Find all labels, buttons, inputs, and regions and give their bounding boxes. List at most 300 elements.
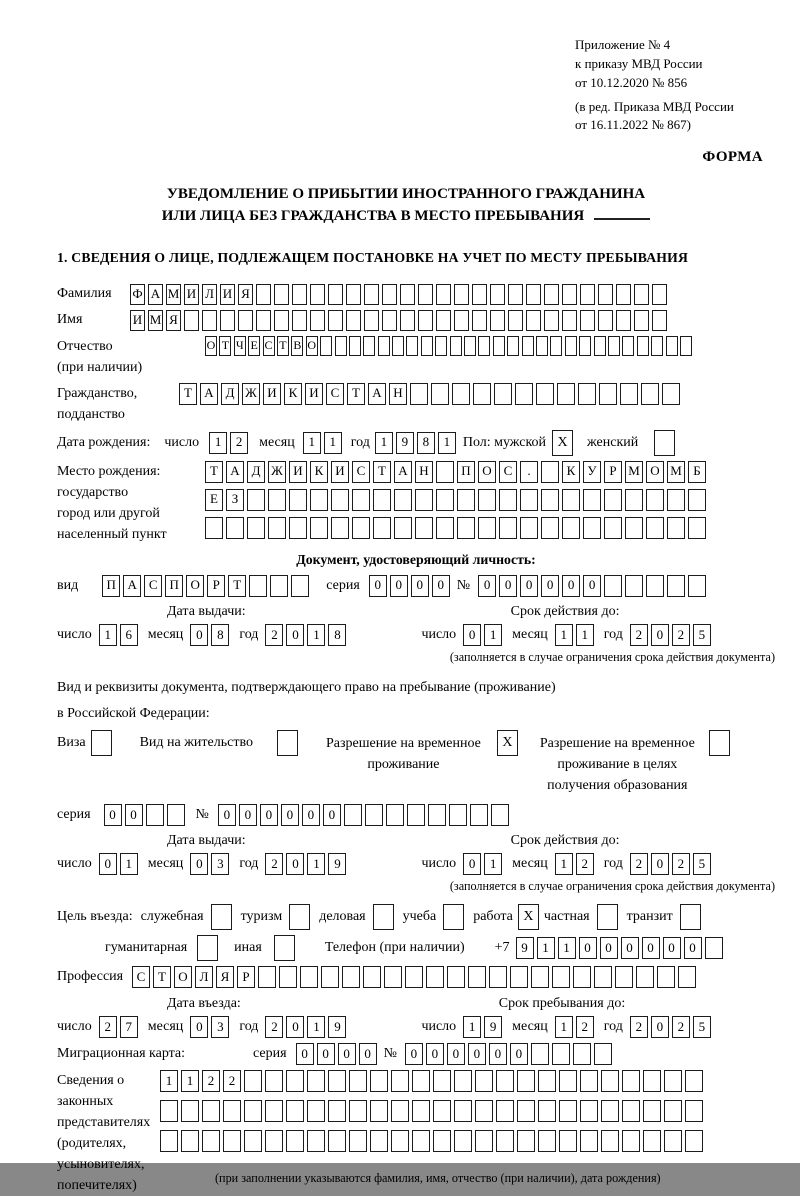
char-cell (544, 310, 559, 331)
sex-female-label: женский (587, 434, 639, 450)
entry-dates-header (57, 994, 775, 1014)
char-cell (646, 575, 664, 597)
guardians-cells-row2 (160, 1100, 706, 1122)
doc-issue-year-cells (265, 624, 349, 646)
purpose-official-label: служебная (140, 908, 204, 924)
char-cell (421, 336, 433, 356)
char-cell (349, 336, 361, 356)
year-label: год (239, 856, 259, 872)
char-cell: 1 (307, 1016, 325, 1038)
char-cell: М (148, 310, 163, 331)
temp-residence-checkbox: X (497, 730, 518, 756)
char-cell (507, 336, 519, 356)
birth-place-cells-row2 (205, 489, 709, 511)
doc-issue-group (57, 624, 349, 646)
temp-residence-label (326, 730, 481, 775)
char-cell: И (130, 310, 145, 331)
char-cell (363, 966, 381, 988)
char-cell (685, 1130, 703, 1152)
char-cell: 0 (663, 937, 681, 959)
char-cell (181, 1100, 199, 1122)
temp-residence-edu-label-line2: проживание в целях (557, 757, 678, 772)
char-cell (202, 310, 217, 331)
char-cell: М (166, 284, 181, 305)
edition-line: от 16.11.2022 № 867) (575, 117, 692, 133)
char-cell (494, 383, 512, 405)
patronymic-row (57, 336, 775, 378)
char-cell: И (220, 284, 235, 305)
doc-valid-month-cells (555, 624, 597, 646)
char-cell (310, 489, 328, 511)
char-cell (637, 336, 649, 356)
char-cell (531, 1043, 549, 1065)
char-cell (541, 489, 559, 511)
char-cell: 2 (672, 624, 690, 646)
char-cell: 8 (328, 624, 346, 646)
char-cell (657, 966, 675, 988)
char-cell: 9 (328, 1016, 346, 1038)
char-cell (436, 284, 451, 305)
char-cell (490, 310, 505, 331)
char-cell (615, 966, 633, 988)
appendix-line: от 10.12.2020 № 856 (575, 74, 688, 90)
char-cell (544, 284, 559, 305)
res-number-label: № (195, 806, 209, 822)
char-cell: У (583, 461, 601, 483)
name-row (57, 310, 775, 331)
entry-date-group (57, 1016, 349, 1038)
char-cell: 0 (190, 1016, 208, 1038)
name-cells (130, 310, 670, 331)
char-cell: 8 (211, 624, 229, 646)
char-cell (643, 1100, 661, 1122)
char-cell (552, 966, 570, 988)
char-cell: Е (248, 336, 260, 356)
identity-doc-heading: Документ, удостоверяющий личность: (296, 551, 536, 567)
edition-line: (в ред. Приказа МВД России (575, 98, 734, 114)
char-cell (286, 1070, 304, 1092)
purpose-study-label: учеба (402, 908, 437, 924)
char-cell (559, 1130, 577, 1152)
year-label: год (603, 626, 623, 642)
char-cell: Т (205, 461, 223, 483)
char-cell (620, 383, 638, 405)
char-cell (496, 1100, 514, 1122)
char-cell: 0 (369, 575, 387, 597)
char-cell (625, 489, 643, 511)
residence-doc-heading-line1: Вид и реквизиты документа, подтверждающего право на пребывание (проживание) (57, 679, 556, 695)
char-cell (604, 575, 622, 597)
char-cell (265, 1070, 283, 1092)
char-cell: 0 (190, 624, 208, 646)
char-cell (557, 383, 575, 405)
char-cell (349, 1070, 367, 1092)
char-cell (384, 966, 402, 988)
char-cell: 9 (396, 432, 414, 454)
temp-residence-label-line1: Разрешение на временное (325, 736, 481, 751)
char-cell: И (305, 383, 323, 405)
mig-number-label: № (383, 1046, 397, 1062)
month-label: месяц (512, 856, 548, 872)
doc-kind-label: вид (57, 577, 79, 593)
char-cell (428, 804, 446, 826)
char-cell: Л (202, 284, 217, 305)
doc-valid-year-cells (630, 624, 714, 646)
char-cell (625, 517, 643, 539)
birth-place-cells-row1 (205, 461, 709, 483)
char-cell (468, 966, 486, 988)
char-cell: Р (237, 966, 255, 988)
char-cell (274, 310, 289, 331)
char-cell (608, 336, 620, 356)
char-cell (447, 966, 465, 988)
char-cell: 2 (630, 624, 648, 646)
char-cell (496, 1070, 514, 1092)
char-cell: Р (604, 461, 622, 483)
char-cell (247, 517, 265, 539)
char-cell: 1 (537, 937, 555, 959)
char-cell: Р (207, 575, 225, 597)
char-cell (538, 1100, 556, 1122)
char-cell (321, 966, 339, 988)
char-cell (160, 1130, 178, 1152)
char-cell (346, 310, 361, 331)
char-cell: 2 (223, 1070, 241, 1092)
char-cell: Т (228, 575, 246, 597)
char-cell: 0 (190, 853, 208, 875)
char-cell (508, 310, 523, 331)
char-cell (454, 1130, 472, 1152)
char-cell: С (144, 575, 162, 597)
birth-date-label: Дата рождения: (57, 434, 151, 450)
char-cell: О (646, 461, 664, 483)
char-cell (265, 1130, 283, 1152)
char-cell (470, 804, 488, 826)
guardians-label-line1: Сведения о (57, 1073, 125, 1089)
char-cell (256, 284, 271, 305)
purpose-business-label: деловая (319, 908, 366, 924)
char-cell (517, 1130, 535, 1152)
char-cell (426, 966, 444, 988)
birth-place-label-line3: город или другой (57, 505, 160, 521)
char-cell: З (226, 489, 244, 511)
char-cell (364, 310, 379, 331)
char-cell (508, 284, 523, 305)
char-cell: 1 (209, 432, 227, 454)
char-cell: А (226, 461, 244, 483)
patronymic-label-line2: (при наличии) (57, 359, 143, 375)
char-cell: 1 (438, 432, 456, 454)
char-cell (651, 336, 663, 356)
res-dates-header (57, 831, 775, 851)
char-cell: И (289, 461, 307, 483)
char-cell: О (186, 575, 204, 597)
purpose-tourism-label: туризм (240, 908, 283, 924)
char-cell (391, 1100, 409, 1122)
purpose-business-checkbox (373, 904, 394, 930)
char-cell (436, 310, 451, 331)
guardians-label-line2: законных (57, 1094, 114, 1110)
char-cell (274, 284, 289, 305)
char-cell: 7 (120, 1016, 138, 1038)
char-cell (249, 575, 267, 597)
char-cell (583, 517, 601, 539)
char-cell: Т (347, 383, 365, 405)
char-cell (688, 489, 706, 511)
char-cell: 8 (417, 432, 435, 454)
char-cell: 0 (489, 1043, 507, 1065)
char-cell (573, 1043, 591, 1065)
char-cell (493, 336, 505, 356)
profession-row (57, 966, 775, 988)
char-cell (202, 1100, 220, 1122)
day-label: число (57, 856, 92, 872)
char-cell (167, 804, 185, 826)
char-cell: 0 (541, 575, 559, 597)
purpose-work-label: работа (473, 908, 513, 924)
char-cell: 0 (281, 804, 299, 826)
day-label: число (57, 626, 92, 642)
char-cell (244, 1130, 262, 1152)
char-cell: 0 (468, 1043, 486, 1065)
char-cell (517, 1070, 535, 1092)
char-cell (583, 489, 601, 511)
year-label: год (239, 1019, 259, 1035)
char-cell: 0 (239, 804, 257, 826)
char-cell (559, 1070, 577, 1092)
year-label: год (603, 1019, 623, 1035)
char-cell: 1 (303, 432, 321, 454)
purpose-private-label: частная (543, 908, 590, 924)
char-cell (580, 1130, 598, 1152)
purpose-work-checkbox: X (518, 904, 539, 930)
char-cell: 0 (390, 575, 408, 597)
char-cell: Т (179, 383, 197, 405)
citizenship-row (57, 383, 775, 425)
char-cell (394, 517, 412, 539)
char-cell (433, 1130, 451, 1152)
char-cell: 9 (516, 937, 534, 959)
char-cell (580, 1100, 598, 1122)
char-cell: А (368, 383, 386, 405)
char-cell: 1 (558, 937, 576, 959)
char-cell (666, 336, 678, 356)
char-cell (536, 336, 548, 356)
doc-valid-group (421, 624, 713, 646)
stay-until-group (421, 1016, 713, 1038)
char-cell: Я (166, 310, 181, 331)
char-cell (365, 804, 383, 826)
guardians-label-line5: усыновителях, (57, 1157, 145, 1173)
char-cell (667, 489, 685, 511)
entry-purpose-row (57, 904, 775, 930)
char-cell (279, 966, 297, 988)
forma-label: ФОРМА (702, 149, 763, 166)
birth-year-cells (375, 432, 459, 454)
limited-validity-note: (заполняется в случае ограничения срока действия документа) (449, 650, 775, 665)
char-cell: 5 (693, 853, 711, 875)
char-cell (667, 517, 685, 539)
guardians-label-line3: представителях (57, 1115, 151, 1131)
purpose-label: Цель въезда: (57, 908, 133, 924)
char-cell (604, 489, 622, 511)
char-cell: 1 (463, 1016, 481, 1038)
char-cell (622, 1070, 640, 1092)
char-cell (220, 310, 235, 331)
char-cell (449, 804, 467, 826)
char-cell (472, 310, 487, 331)
char-cell: О (174, 966, 192, 988)
temp-residence-edu-label-line3: получения образования (547, 778, 688, 793)
char-cell (496, 1130, 514, 1152)
char-cell: Т (373, 461, 391, 483)
doc-issue-day-cells (99, 624, 141, 646)
char-cell: 1 (307, 624, 325, 646)
char-cell: 0 (323, 804, 341, 826)
birth-day-cells (209, 432, 251, 454)
char-cell: 1 (181, 1070, 199, 1092)
char-cell (580, 284, 595, 305)
char-cell (202, 1130, 220, 1152)
res-valid-month-cells (555, 853, 597, 875)
char-cell: 0 (99, 853, 117, 875)
char-cell (238, 310, 253, 331)
entry-month-cells (190, 1016, 232, 1038)
res-valid-day-cells (463, 853, 505, 875)
month-label: месяц (147, 856, 184, 872)
char-cell (652, 284, 667, 305)
char-cell (450, 336, 462, 356)
char-cell: А (200, 383, 218, 405)
char-cell (344, 804, 362, 826)
char-cell (292, 284, 307, 305)
char-cell (378, 336, 390, 356)
char-cell: 0 (510, 1043, 528, 1065)
char-cell (286, 1100, 304, 1122)
char-cell: 0 (286, 1016, 304, 1038)
purpose-study-checkbox (443, 904, 464, 930)
char-cell: М (667, 461, 685, 483)
char-cell: 1 (555, 624, 573, 646)
char-cell (652, 310, 667, 331)
char-cell (363, 336, 375, 356)
char-cell: 2 (265, 1016, 283, 1038)
mig-seriya-label: серия (253, 1046, 287, 1062)
char-cell (598, 310, 613, 331)
char-cell (307, 1070, 325, 1092)
char-cell: С (352, 461, 370, 483)
char-cell: 0 (411, 575, 429, 597)
char-cell (292, 310, 307, 331)
citizenship-cells (179, 383, 683, 405)
char-cell (598, 284, 613, 305)
char-cell (478, 517, 496, 539)
char-cell: 0 (579, 937, 597, 959)
birth-place-cells-row3 (205, 517, 709, 539)
char-cell: 0 (426, 1043, 444, 1065)
char-cell (573, 966, 591, 988)
char-cell (526, 284, 541, 305)
char-cell (499, 517, 517, 539)
purpose-other-checkbox (274, 935, 295, 961)
char-cell: 9 (328, 853, 346, 875)
char-cell (454, 1070, 472, 1092)
doc-kind-cells (102, 575, 312, 597)
char-cell: Т (153, 966, 171, 988)
char-cell (664, 1070, 682, 1092)
char-cell (433, 1100, 451, 1122)
doc-issue-month-cells (190, 624, 232, 646)
res-valid-year-cells (630, 853, 714, 875)
char-cell: К (284, 383, 302, 405)
purpose-humanitarian-label: гуманитарная (105, 939, 188, 955)
char-cell (452, 383, 470, 405)
char-cell (667, 575, 685, 597)
char-cell (641, 383, 659, 405)
residence-doc-heading (57, 675, 775, 728)
char-cell: 0 (684, 937, 702, 959)
day-label: число (421, 1019, 457, 1035)
char-cell (406, 336, 418, 356)
char-cell (457, 489, 475, 511)
char-cell (625, 575, 643, 597)
char-cell: 0 (432, 575, 450, 597)
birth-month-cells (303, 432, 345, 454)
month-label: месяц (512, 1019, 548, 1035)
char-cell (436, 489, 454, 511)
birth-place-label-line1: Место рождения: (57, 463, 161, 479)
char-cell (364, 284, 379, 305)
char-cell: П (102, 575, 120, 597)
char-cell (244, 1100, 262, 1122)
char-cell (415, 489, 433, 511)
guardians-cells-row1 (160, 1070, 706, 1092)
issue-date-label: Дата выдачи: (167, 603, 246, 619)
char-cell: . (520, 461, 538, 483)
char-cell (392, 336, 404, 356)
char-cell (526, 310, 541, 331)
char-cell (268, 489, 286, 511)
section1-title: 1. СВЕДЕНИЯ О ЛИЦЕ, ПОДЛЕЖАЩЕМ ПОСТАНОВКЕ НА УЧЕТ ПО МЕСТУ ПРЕБЫВАНИЯ (57, 249, 689, 265)
entry-date-label: Дата въезда: (167, 995, 241, 1011)
char-cell: 0 (463, 853, 481, 875)
char-cell (331, 517, 349, 539)
phone-cells (516, 937, 726, 959)
char-cell: 2 (630, 1016, 648, 1038)
char-cell: 0 (520, 575, 538, 597)
char-cell: О (478, 461, 496, 483)
guardians-label-line6: попечителях) (57, 1178, 137, 1194)
char-cell (604, 517, 622, 539)
residence-doc-options-row (57, 730, 775, 796)
temp-residence-edu-label (540, 730, 695, 796)
char-cell (538, 1070, 556, 1092)
identity-doc-row (57, 575, 775, 597)
purpose-official-checkbox (211, 904, 232, 930)
blank-underline (594, 218, 650, 220)
char-cell (599, 383, 617, 405)
char-cell (646, 489, 664, 511)
char-cell: 5 (693, 1016, 711, 1038)
char-cell (578, 383, 596, 405)
surname-row (57, 284, 775, 305)
res-dates-row (57, 853, 775, 875)
char-cell (562, 284, 577, 305)
char-cell (580, 310, 595, 331)
char-cell: И (263, 383, 281, 405)
char-cell (705, 937, 723, 959)
doc-seriya-cells (369, 575, 453, 597)
